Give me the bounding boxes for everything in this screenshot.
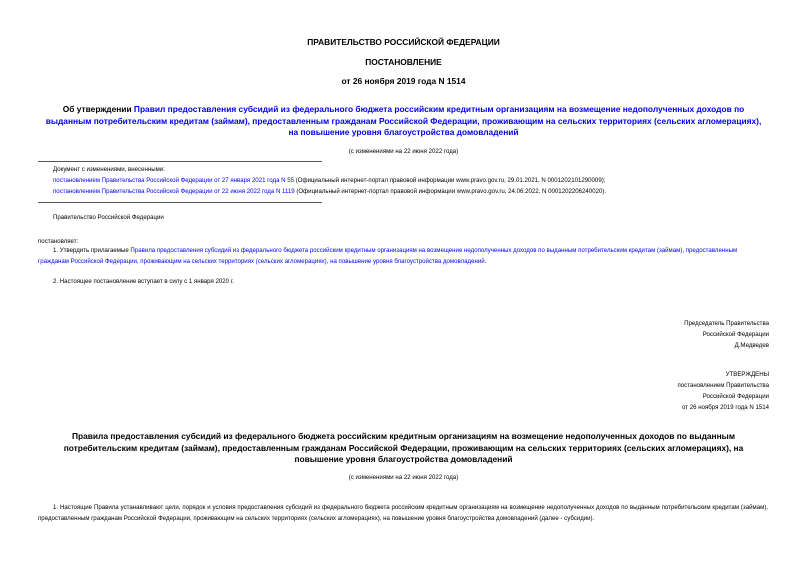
signature-position: Председатель Правительства — [684, 320, 769, 327]
signature-country: Российской Федерации — [702, 331, 769, 338]
document-date-number: от 26 ноября 2019 года N 1514 — [341, 76, 466, 86]
amendment-source-2021: (Официальный интернет-портал правовой информации www.pravo.gov.ru, 29.01.2021, N 0001202101290009); — [294, 177, 606, 184]
approval-line-3: Российской Федерации — [702, 393, 769, 400]
changes-item — [53, 175, 773, 186]
rules-amendments-note: (с изменениями на 22 июня 2022 года) — [348, 474, 459, 481]
document-title — [40, 104, 767, 139]
document-type: ПОСТАНОВЛЕНИЕ — [365, 57, 442, 67]
decides-word: постановляет: — [38, 238, 79, 245]
amendment-source-2022: (Официальный интернет-портал правовой информации www.pravo.gov.ru, 24.06.2022, N 0001202206240020). — [294, 188, 607, 195]
amendment-link-2021[interactable]: постановлением Правительства Российской Федерации от 27 января 2021 года N 55 — [53, 177, 295, 184]
changes-top-divider — [38, 161, 322, 162]
signature-name: Д.Медведев — [734, 342, 769, 349]
amendment-link-2022[interactable]: постановлением Правительства Российской Федерации от 22 июня 2022 года N 1119 — [53, 188, 295, 195]
title-rules-link[interactable]: Правил предоставления субсидий из федерального бюджета российским кредитным организациям на возмещение недополученных доходов по выданным потребительским кредитам (займам), предоставленным гражданам Российской Федерации, проживающим на сельских территориях (сельских агломерациях), на повышение уровня благоустройства домовладений — [45, 104, 762, 137]
changes-box — [53, 164, 773, 197]
issuer: Правительство Российской Федерации — [53, 214, 164, 221]
changes-bottom-divider — [38, 202, 322, 203]
changes-heading: Документ с изменениями, внесенными: — [53, 166, 165, 173]
item-1-rules-link[interactable]: Правила предоставления субсидий из федерального бюджета российским кредитным организациям на возмещение недополученных доходов по выданным потребительским кредитам (займам), предоставленным гражданам Российской Федерации, проживающим на сельских территориях (сельских агломерациях), на повышение уровня благоустройства домовладений — [38, 247, 738, 265]
approval-heading: УТВЕРЖДЕНЫ — [725, 371, 769, 378]
approval-block — [677, 369, 769, 413]
signature-block — [684, 318, 769, 351]
changes-item — [53, 186, 773, 197]
rules-item-1: 1. Настоящие Правила устанавливают цели, порядок и условия предоставления субсидий из федерального бюджета российским кредитным организациям на возмещение недополученных доходов по выданным потребительским кредитам (займам), предоставленным гражданам Российской Федерации, проживающим на сельских территориях (сельских агломерациях), на повышение уровня благоустройства домовладений (далее - субсидии). — [38, 504, 768, 522]
item-1-prefix: 1. Утвердить прилагаемые — [53, 247, 131, 254]
government-heading: ПРАВИТЕЛЬСТВО РОССИЙСКОЙ ФЕДЕРАЦИИ — [307, 37, 500, 47]
amendments-note: (с изменениями на 22 июня 2022 года) — [348, 148, 459, 155]
title-prefix: Об утверждении — [62, 104, 134, 114]
approval-line-4: от 26 ноября 2019 года N 1514 — [682, 404, 769, 411]
approval-line-2: постановлением Правительства — [677, 382, 769, 389]
rules-title: Правила предоставления субсидий из федерального бюджета российским кредитным организациям на возмещение недополученных доходов по выданным потребительским кредитам (займам), предоставленным гражданам Российской Федерации, проживающим на сельских территориях (сельских агломерациях), на повышение уровня благоустройства домовладений — [63, 431, 744, 464]
item-2: 2. Настоящее постановление вступает в силу с 1 января 2020 г. — [53, 278, 234, 285]
item-1-suffix: . — [484, 257, 487, 265]
item-1 — [38, 246, 768, 267]
